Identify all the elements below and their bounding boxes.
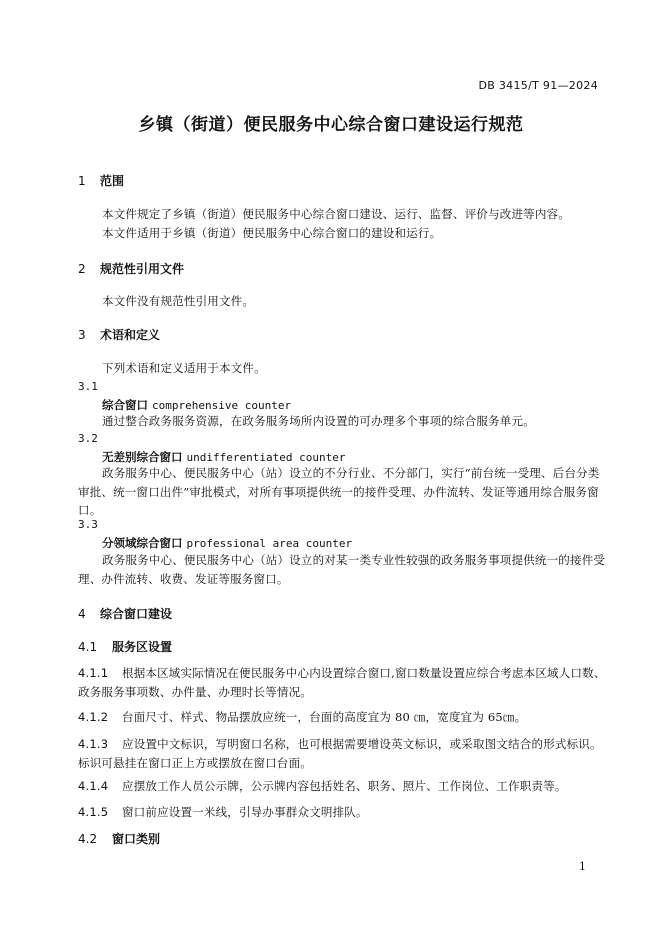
clause-line: 标识可悬挂在窗口正上方或摆放在窗口台面。 bbox=[78, 755, 312, 770]
page-number: 1 bbox=[579, 860, 586, 873]
clause-4-1-4 bbox=[78, 777, 600, 796]
clause-line: 窗口前应设置一米线，引导办事群众文明排队。 bbox=[122, 805, 368, 819]
section-2-body bbox=[102, 292, 624, 311]
clause-number: 4.1.3 bbox=[78, 737, 109, 751]
section-title: 综合窗口建设 bbox=[100, 607, 173, 621]
clause-line: 台面尺寸、样式、物品摆放应统一，台面的高度宜为 80 ㎝，宽度宜为 65㎝。 bbox=[122, 710, 527, 724]
definition-line: 口。 bbox=[78, 503, 102, 517]
section-number: 4 bbox=[78, 607, 86, 621]
clause-number: 4.1.5 bbox=[78, 805, 109, 819]
section-4-heading bbox=[78, 605, 172, 622]
document-title: 乡镇（街道）便民服务中心综合窗口建设运行规范 bbox=[138, 115, 524, 135]
section-number: 1 bbox=[78, 174, 86, 188]
subsection-4-1-heading bbox=[78, 638, 172, 655]
definition-line: 审批、统一窗口出件”审批模式，对所有事项提供统一的接件受理、办件流转、发证等通用综合服务窗 bbox=[78, 484, 599, 499]
clause-number: 4.1.2 bbox=[78, 710, 109, 724]
term-zh: 无差别综合窗口 bbox=[102, 450, 183, 464]
section-title: 范围 bbox=[100, 174, 125, 188]
section-title: 术语和定义 bbox=[100, 328, 161, 342]
term-title bbox=[102, 397, 291, 413]
clause-4-1-5 bbox=[78, 803, 600, 822]
clause-line: 应摆放工作人员公示牌，公示牌内容包括姓名、职务、照片、工作岗位、工作职责等。 bbox=[122, 779, 567, 793]
clause-4-1-3 bbox=[78, 735, 600, 772]
clause-line: 根据本区域实际情况在便民服务中心内设置综合窗口,窗口数量设置应综合考虑本区域人口数、 bbox=[122, 666, 606, 680]
term-en: professional area counter bbox=[186, 537, 353, 550]
clause-line: 应设置中文标识，写明窗口名称，也可根据需要增设英文标识，或采取图文结合的形式标识。 bbox=[122, 737, 602, 751]
term-title bbox=[102, 449, 345, 465]
term-definition bbox=[78, 464, 600, 520]
subsection-title: 服务区设置 bbox=[112, 640, 173, 654]
paragraph: 下列术语和定义适用于本文件。 bbox=[102, 361, 266, 375]
section-1-body bbox=[102, 205, 624, 242]
section-number: 3 bbox=[78, 328, 86, 342]
section-title: 规范性引用文件 bbox=[100, 262, 185, 276]
definition-line: 通过整合政务服务资源，在政务服务场所内设置的可办理多个事项的综合服务单元。 bbox=[102, 414, 535, 428]
section-number: 2 bbox=[78, 262, 86, 276]
subsection-title: 窗口类别 bbox=[112, 832, 161, 846]
term-definition bbox=[78, 551, 606, 588]
paragraph: 本文件适用于乡镇（街道）便民服务中心综合窗口的建设和运行。 bbox=[102, 225, 442, 240]
term-title bbox=[102, 535, 352, 551]
terms-intro bbox=[102, 359, 624, 378]
term-number: 3.3 bbox=[78, 518, 98, 531]
clause-number: 4.1.1 bbox=[78, 666, 109, 680]
term-en: undifferentiated counter bbox=[186, 451, 346, 464]
term-zh: 综合窗口 bbox=[102, 398, 148, 412]
definition-line: 政务服务中心、便民服务中心（站）设立的不分行业、不分部门，实行“前台统一受理、后台分类 bbox=[102, 466, 600, 480]
subsection-number: 4.1 bbox=[78, 640, 98, 654]
paragraph: 本文件规定了乡镇（街道）便民服务中心综合窗口建设、运行、监督、评价与改进等内容。 bbox=[102, 207, 570, 221]
section-3-heading bbox=[78, 326, 160, 343]
section-1-heading bbox=[78, 172, 124, 189]
clause-number: 4.1.4 bbox=[78, 779, 109, 793]
term-en: comprehensive counter bbox=[152, 399, 292, 412]
term-number: 3.1 bbox=[78, 380, 98, 393]
term-definition bbox=[102, 412, 624, 431]
clause-line: 政务服务事项数、办件量、办理时长等情况。 bbox=[78, 684, 312, 699]
subsection-4-2-heading bbox=[78, 830, 160, 847]
section-2-heading bbox=[78, 260, 184, 277]
term-number: 3.2 bbox=[78, 432, 98, 445]
clause-4-1-1 bbox=[78, 664, 606, 701]
paragraph: 本文件没有规范性引用文件。 bbox=[102, 294, 255, 308]
definition-line: 理、办件流转、收费、发证等服务窗口。 bbox=[78, 571, 289, 586]
document-number: DB 3415/T 91—2024 bbox=[478, 79, 598, 92]
clause-4-1-2 bbox=[78, 708, 600, 727]
subsection-number: 4.2 bbox=[78, 832, 98, 846]
term-zh: 分领域综合窗口 bbox=[102, 536, 183, 550]
definition-line: 政务服务中心、便民服务中心（站）设立的对某一类专业性较强的政务服务事项提供统一的接件受 bbox=[102, 553, 606, 567]
